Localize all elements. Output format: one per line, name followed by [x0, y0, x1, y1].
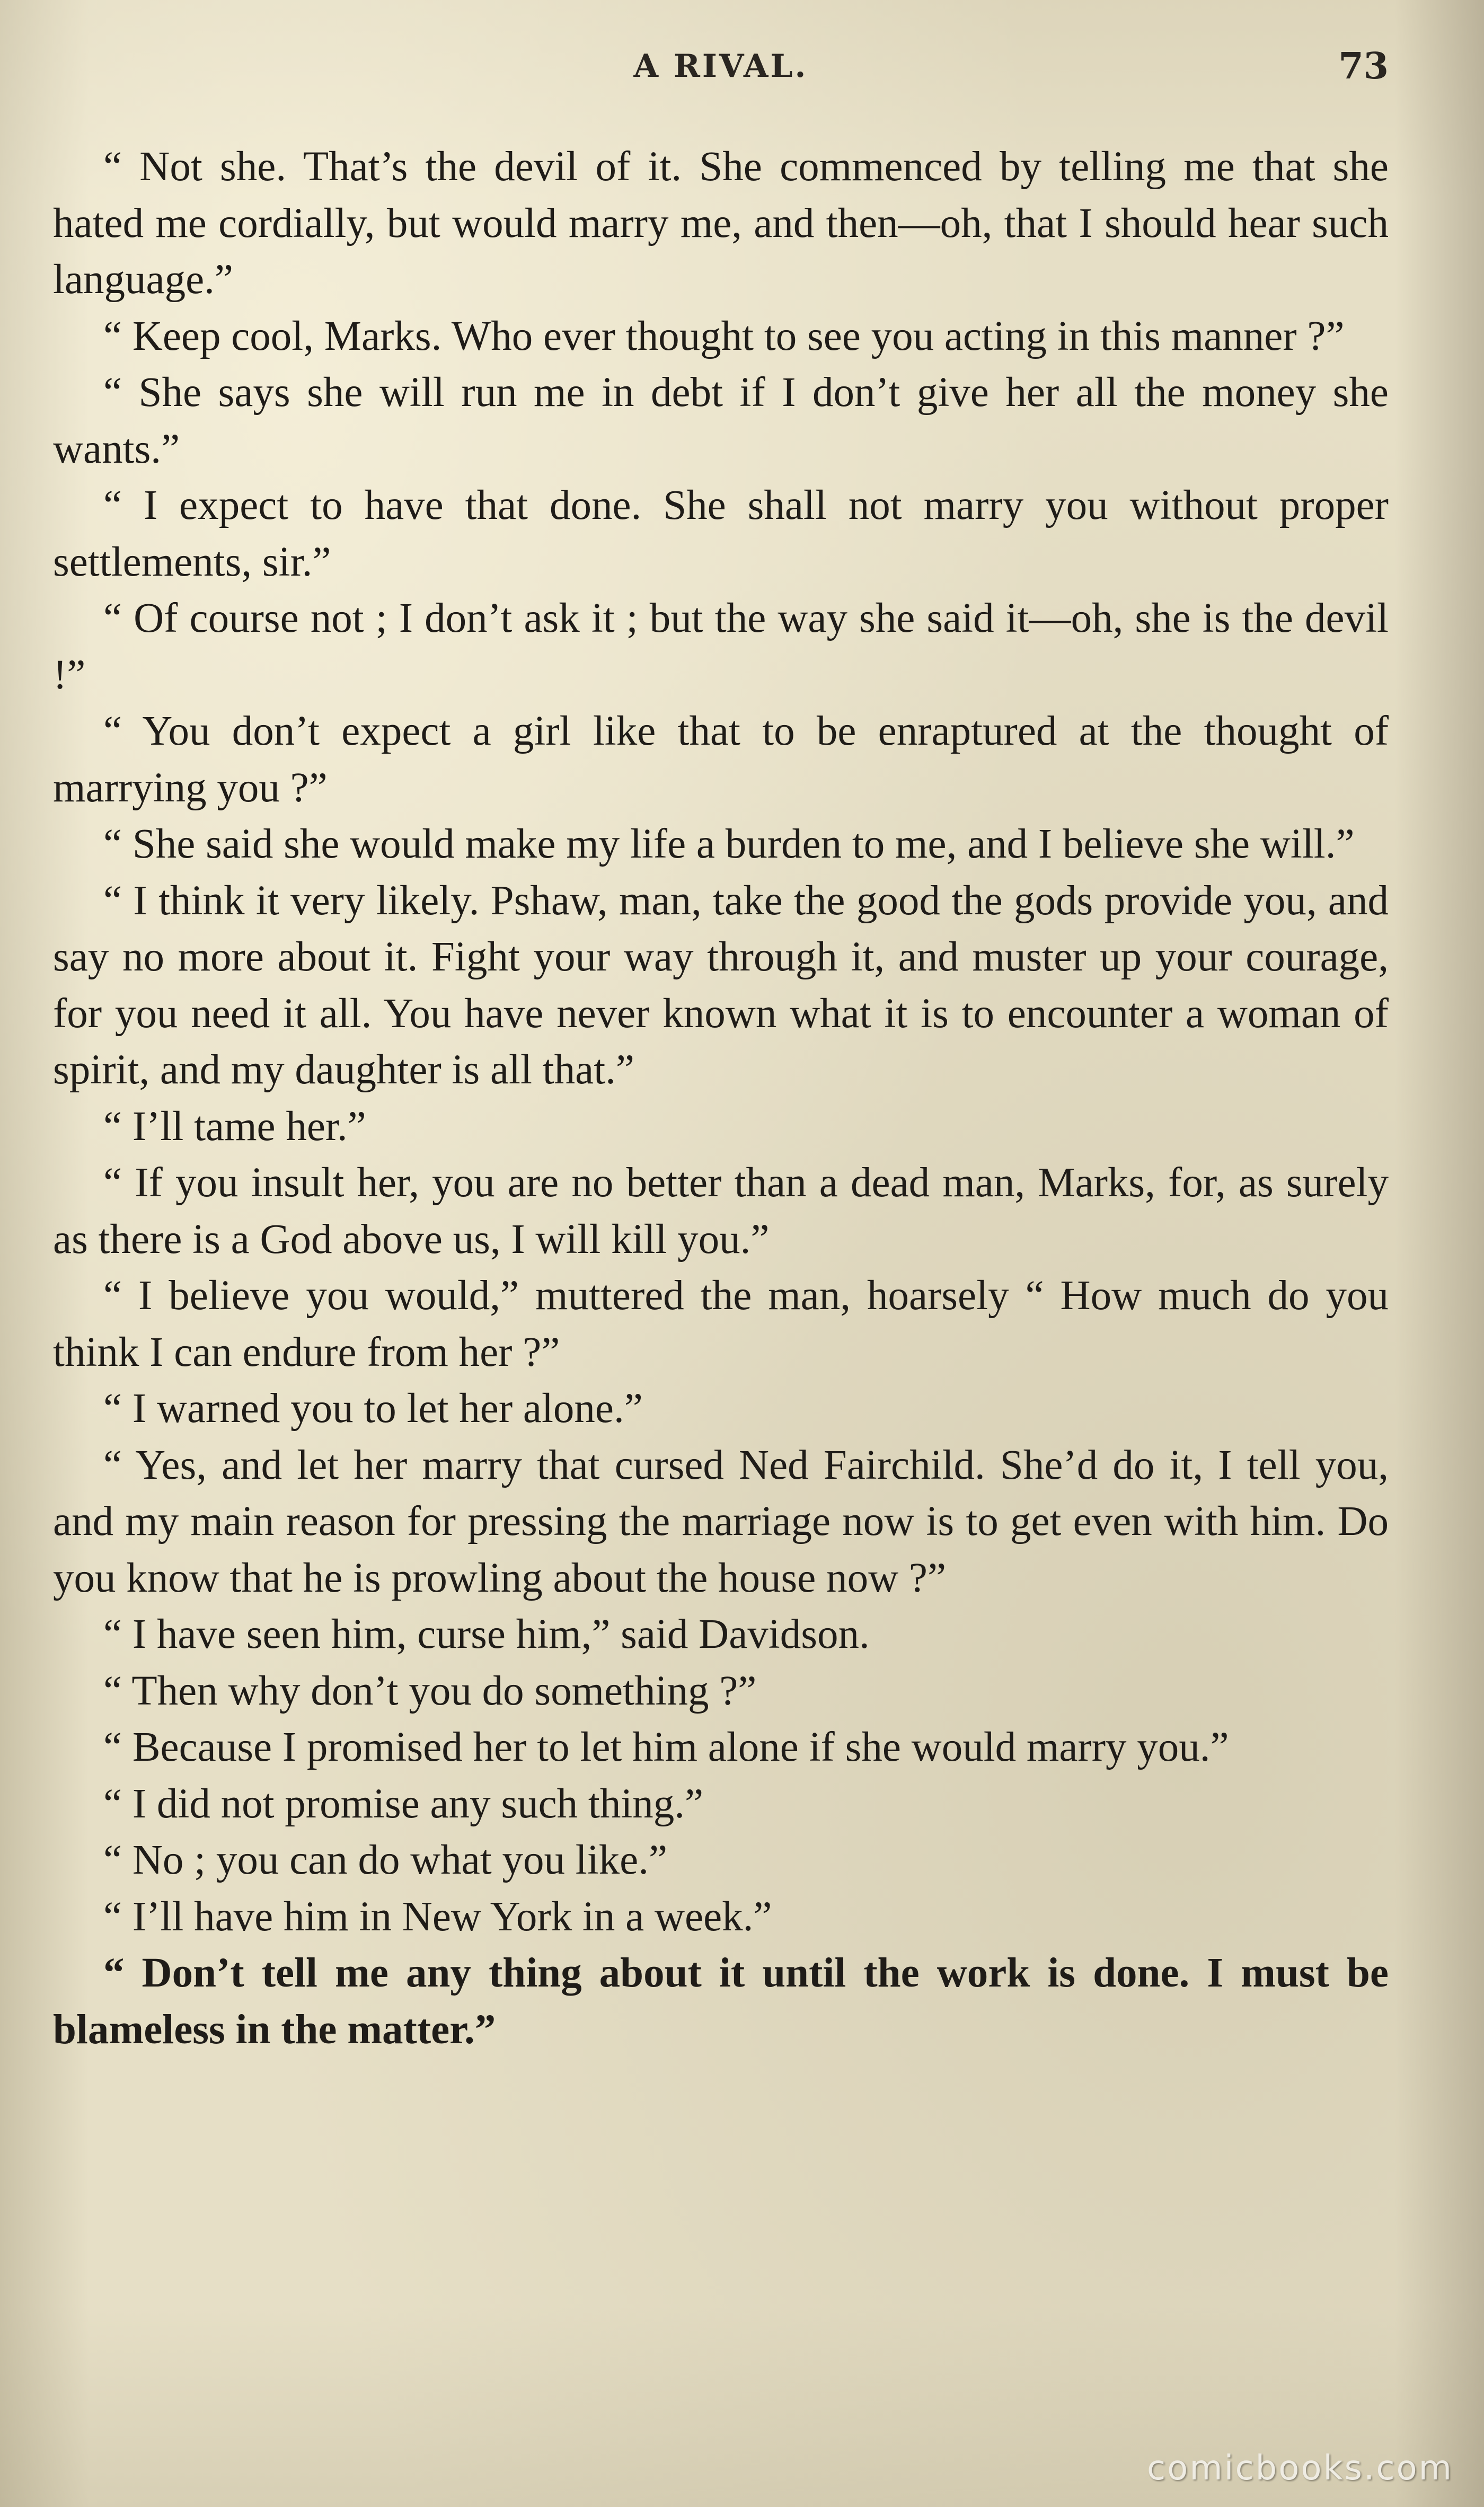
paragraph: “ You don’t expect a girl like that to be enraptured at the thought of marrying you ?” — [53, 708, 1389, 811]
paragraph: “ I have seen him, curse him,” said Davidson. — [103, 1611, 870, 1657]
page-number: 73 — [1338, 45, 1389, 87]
paragraph: “ I’ll tame her.” — [103, 1103, 366, 1150]
paragraph: “ Not she. That’s the devil of it. She commenced by telling me that she hated me cordially, but would marry me, and then—oh, that I should hear such language.” — [53, 144, 1389, 303]
paragraph: “ I did not promise any such thing.” — [103, 1780, 704, 1827]
paragraph: “ Because I promised her to let him alone if she would marry you.” — [103, 1724, 1229, 1770]
paragraph: “ I warned you to let her alone.” — [103, 1385, 643, 1432]
watermark: comicbooks.com — [1146, 2449, 1453, 2488]
paragraph: “ Then why don’t you do something ?” — [103, 1667, 757, 1714]
paragraph: “ I believe you would,” muttered the man, hoarsely “ How much do you think I can endure from her ?” — [53, 1273, 1389, 1375]
paragraph: “ She said she would make my life a burden to me, and I believe she will.” — [103, 821, 1355, 867]
paragraph: “ I’ll have him in New York in a week.” — [103, 1893, 772, 1940]
page-header — [53, 37, 1389, 95]
body-text — [53, 139, 1389, 2058]
running-title: A RIVAL. — [633, 48, 808, 85]
paragraph: “ Don’t tell me any thing about it until the work is done. I must be blameless in the matter.” — [53, 1950, 1389, 2053]
paragraph: “ Yes, and let her marry that cursed Ned Fairchild. She’d do it, I tell you, and my main reason for pressing the marriage now is to get even with him. Do you know that he is prowling about the house now ?” — [53, 1442, 1389, 1601]
paragraph: “ Of course not ; I don’t ask it ; but the way she said it—oh, she is the devil !” — [53, 595, 1389, 698]
paragraph: “ Keep cool, Marks. Who ever thought to see you acting in this manner ?” — [103, 313, 1345, 359]
paragraph: “ No ; you can do what you like.” — [103, 1837, 668, 1883]
paragraph: “ If you insult her, you are no better than a dead man, Marks, for, as surely as there is a God above us, I will kill you.” — [53, 1160, 1389, 1263]
paragraph: “ I expect to have that done. She shall not marry you without proper settlements, sir.” — [53, 482, 1389, 585]
paragraph: “ She says she will run me in debt if I don’t give her all the money she wants.” — [53, 369, 1389, 472]
paragraph: “ I think it very likely. Pshaw, man, take the good the gods provide you, and say no more about it. Fight your way through it, and muster up your courage, for you need it all. You have never known what it is to encounter a woman of spirit, and my daughter is all that.” — [53, 877, 1389, 1093]
